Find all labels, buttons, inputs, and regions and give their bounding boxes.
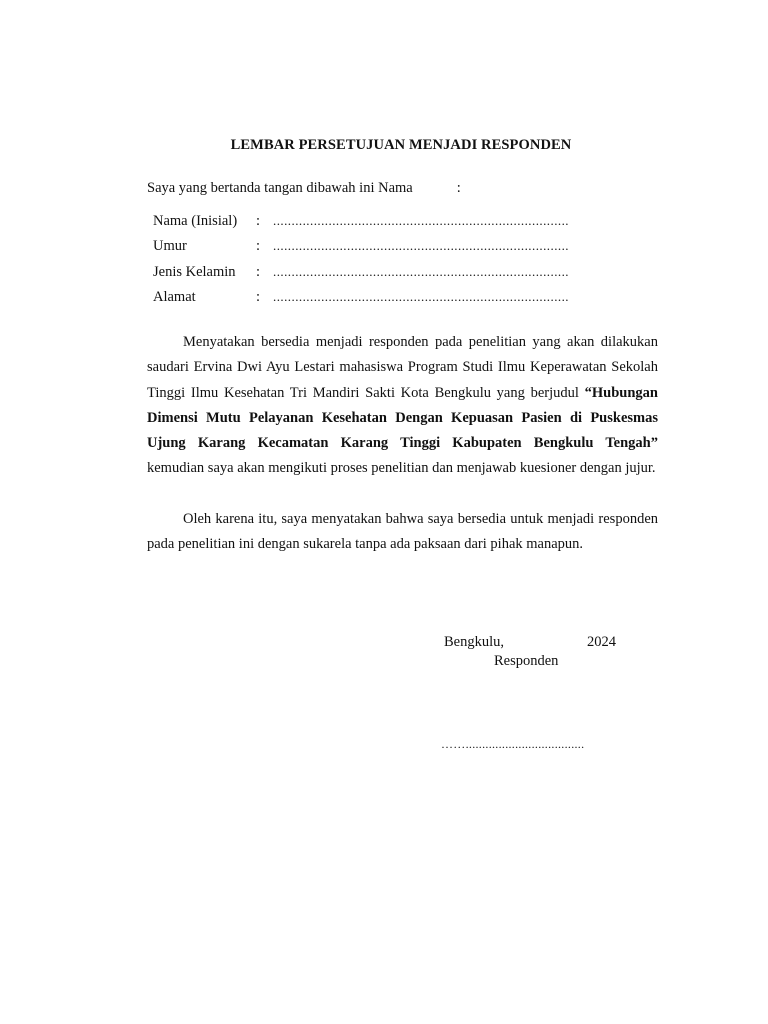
intro-colon: : [456, 180, 461, 196]
paragraph-text: Oleh karena itu, saya menyatakan bahwa saya bersedia untuk menjadi responden pada penelitian ini dengan sukarela tanpa ada paksaan dari pihak manapun. [147, 511, 658, 553]
field-label: Alamat [153, 288, 196, 305]
field-blank-line: ................................................................................ [273, 213, 569, 228]
field-blank-line: ................................................................................ [273, 238, 569, 254]
field-blank-line: ................................................................................ [273, 263, 569, 279]
field-address [153, 289, 585, 314]
signature-year: 2024 [587, 634, 616, 650]
field-label: Umur [153, 238, 187, 255]
paragraph-text: Menyatakan bersedia menjadi responden pada penelitian yang akan dilakukan saudari Ervina Dwi Ayu Lestari mahasiswa Program Studi Ilmu Keperawatan Sekolah Tinggi Ilmu Kesehatan Tri Mandiri Sakti Kota Bengkulu yang berjudul [147, 334, 658, 401]
voluntary-paragraph [147, 507, 658, 558]
research-title: “Hubungan Dimensi Mutu Pelayanan Kesehatan Dengan Kepuasan Pasien di Puskesmas Ujung Karang Kecamatan Karang Tinggi Kabupaten Bengkulu Tengah” [147, 384, 658, 452]
signature-role: Responden [494, 653, 559, 669]
field-label: Jenis Kelamin [153, 263, 236, 280]
intro-line [147, 180, 461, 197]
consent-paragraph [147, 330, 658, 482]
paragraph-text-end: kemudian saya akan mengikuti proses penelitian dan menjawab kuesioner dengan jujur. [147, 460, 656, 477]
intro-text: Saya yang bertanda tangan dibawah ini Nama [147, 180, 413, 196]
field-colon: : [256, 238, 261, 255]
field-name [153, 213, 585, 238]
signature-place: Bengkulu, [444, 634, 505, 650]
document-title: LEMBAR PERSETUJUAN MENJADI RESPONDEN [230, 137, 572, 153]
field-colon: : [256, 213, 261, 229]
signature-line: …….................................... [441, 737, 585, 751]
field-colon: : [256, 263, 261, 280]
field-label: Nama (Inisial) [153, 213, 238, 229]
field-blank-line: ................................................................................ [273, 288, 569, 304]
signature-place-date [444, 634, 616, 651]
field-age [153, 238, 585, 263]
field-gender [153, 264, 585, 289]
field-colon: : [256, 288, 261, 305]
respondent-fields [153, 213, 585, 314]
